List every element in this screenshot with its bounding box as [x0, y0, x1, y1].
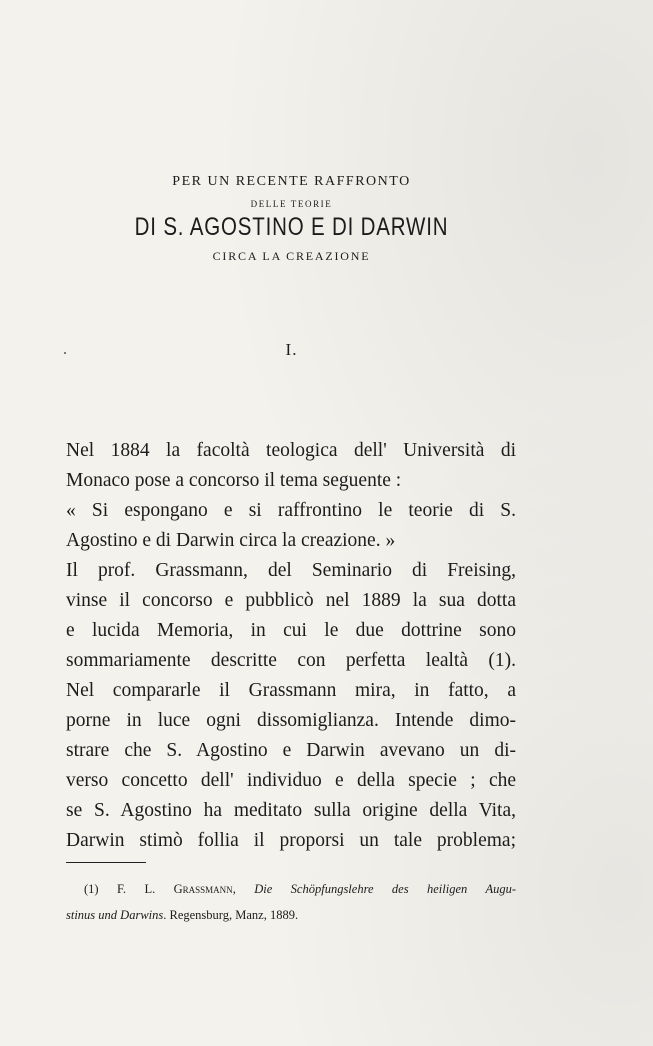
- text-line: sommariamente descritte con perfetta lealtà (1).: [66, 650, 516, 671]
- text-line: vinse il concorso e pubblicò nel 1889 la sua dotta: [66, 590, 516, 611]
- text-line: e lucida Memoria, in cui le due dottrine sono: [66, 620, 516, 641]
- footnote-rest: . Regensburg, Manz, 1889.: [163, 908, 299, 922]
- text-line: Monaco pose a concorso il tema seguente :: [66, 470, 402, 491]
- footnote: [66, 876, 516, 928]
- footnote-author: Grassmann: [173, 882, 233, 896]
- paper-speck: [64, 352, 66, 354]
- text-line: « Si espongano e si raffrontino le teorie di S.: [66, 500, 516, 521]
- body-text: [66, 436, 516, 856]
- text-line: porne in luce ogni dissomiglianza. Intende dimo-: [66, 710, 516, 731]
- text-line: verso concetto dell' individuo e della specie ; che: [66, 770, 516, 791]
- footnote-sep: ,: [232, 882, 255, 896]
- text-line: Agostino e di Darwin circa la creazione. »: [66, 530, 396, 551]
- text-line: strare che S. Agostino e Darwin avevano un di-: [66, 740, 516, 761]
- text-line: Nel compararle il Grassmann mira, in fatto, a: [66, 680, 516, 701]
- delle-teorie: DELLE TEORIE: [250, 199, 333, 209]
- sub-title: CIRCA LA CREAZIONE: [212, 249, 371, 263]
- footnote-line: [66, 876, 516, 902]
- text-line: Darwin stimò follia il proporsi un tale problema;: [66, 830, 516, 851]
- footnote-title-2: stinus und Darwins: [66, 908, 164, 922]
- footnote-marker: (1) F. L.: [84, 882, 174, 896]
- pre-title: PER UN RECENTE RAFFRONTO: [172, 174, 411, 189]
- footnote-title-1: Die Schöpfungslehre des heiligen Augu-: [254, 882, 516, 896]
- text-line: se S. Agostino ha meditato sulla origine della Vita,: [66, 800, 516, 821]
- text-line: Nel 1884 la facoltà teologica dell' Università di: [66, 440, 516, 461]
- footnote-rule: [66, 862, 146, 863]
- text-line: Il prof. Grassmann, del Seminario di Freising,: [66, 560, 516, 581]
- main-title: DI S. AGOSTINO E DI DARWIN: [134, 213, 449, 241]
- footnote-line: [66, 902, 516, 928]
- section-number: I.: [285, 340, 298, 359]
